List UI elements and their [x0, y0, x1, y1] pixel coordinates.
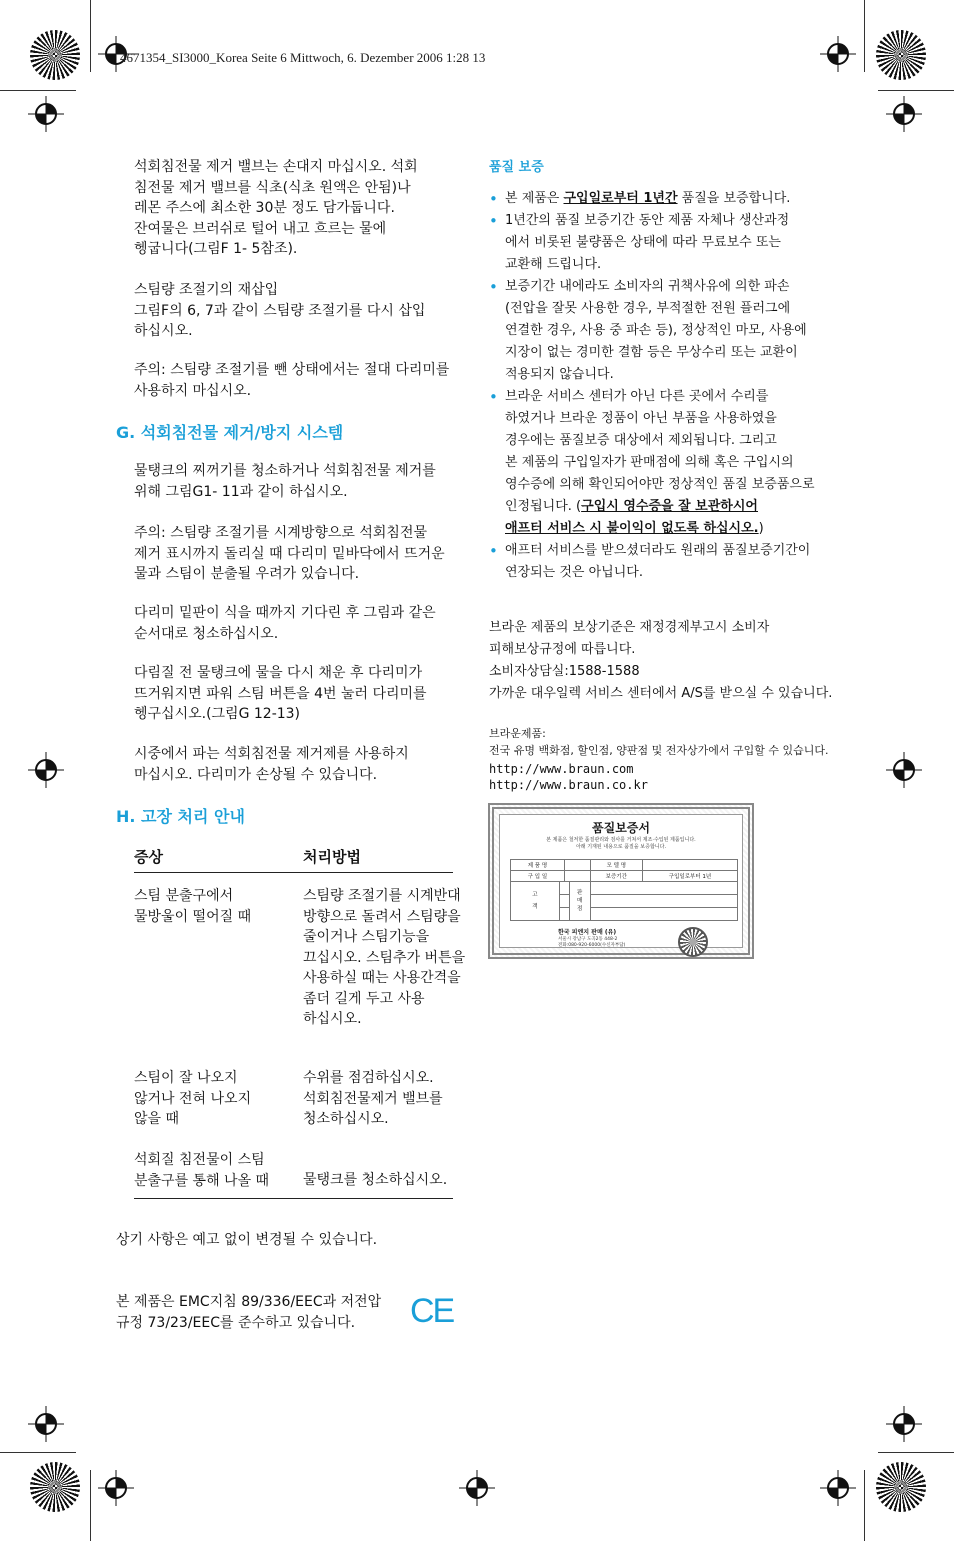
registration-mark-icon: [28, 96, 64, 132]
paragraph: 다리미 밑판이 식을 때까지 기다린 후 그림과 같은 순서대로 청소하십시오.: [134, 605, 436, 642]
crop-line: [0, 1452, 76, 1453]
crop-line: [864, 0, 865, 72]
certificate-subtitle: 본 제품은 철저한 품질관리와 검사를 거쳐서 제조·수입된 제품입니다. 아래 기재된 내용으로 품질을 보증합니다.: [546, 837, 696, 850]
paragraph: 주의: 스팀량 조절기를 뺀 상태에서는 절대 다리미를 사용하지 마십시오.: [134, 362, 450, 399]
crop-line: [90, 0, 91, 72]
table-rule: [134, 872, 453, 873]
paragraph: 시중에서 파는 석회침전물 제거제를 사용하지 마십시오. 다리미가 손상될 수 있습니다.: [134, 746, 409, 783]
compensation-text: 브라운 제품의 보상기준은 재정경제부고시 소비자 피해보상규정에 따릅니다. 소비자상담실:1588-1588 가까운 대우일렉 서비스 센터에서 A/S를 받으실 수 있습니다.: [489, 620, 833, 701]
list-item: • 1년간의 품질 보증기간 동안 제품 자체나 생산과정 에서 비롯된 불량품은 상태에 따라 무료보수 또는 교환해 드립니다.: [489, 210, 859, 276]
column-header-remedy: 처리방법: [303, 848, 361, 866]
braun-url-link[interactable]: http://www.braun.com: [489, 762, 634, 776]
company-seal-icon: [678, 927, 708, 957]
crop-line: [90, 1470, 91, 1541]
certificate-company: 한국 피엔지 판매 (유): [558, 929, 617, 936]
crop-line: [864, 1470, 865, 1541]
registration-mark-icon: [886, 752, 922, 788]
paragraph: 스팀량 조절기의 재삽입 그림F의 6, 7과 같이 스팀량 조절기를 다시 삽입 하십시오.: [134, 282, 426, 339]
list-item: • 애프터 서비스를 받으셨더라도 원래의 품질보증기간이 연장되는 것은 아닙니다.: [489, 540, 859, 584]
warranty-title: 품질 보증: [489, 160, 544, 175]
left-intro: [134, 280, 479, 342]
starburst-target-icon: [876, 30, 926, 80]
left-intro: [134, 157, 479, 260]
table-cell-remedy: 스팀량 조절기를 시계반대 방향으로 돌려서 스팀량을 줄이거나 스팀기능을 끄십시오. 스팀추가 버튼을 사용하실 때는 사용간격을 좀더 길게 두고 사용 하십시오.: [303, 888, 466, 1027]
registration-mark-icon: [886, 1406, 922, 1442]
table-rule: [134, 1198, 453, 1199]
crop-line: [0, 90, 76, 91]
certificate-address: 서울시 강남구 도곡2동 448-2 전화:080-920-6000(수신자부담): [558, 937, 626, 948]
list-item: • 브라운 서비스 센터가 아닌 다른 곳에서 수리를 하였거나 브라운 정품이 아닌 부품을 사용하였을 경우에는 품질보증 대상에서 제외됩니다. 그리고 본 제품의 구입일자가 판매점에 의해 혹은 구입시의 영수증에 의해 확인되어야만 정상적인 품질 보증품으로 인정됩니다. (구입시 영수증을 잘 보관하시어 애프터 서비스 시 불이익이 없도록 하십시오.): [489, 386, 859, 540]
paragraph: 주의: 스팀량 조절기를 시계방향으로 석회침전물 제거 표시까지 돌리실 때 다리미 밑바닥에서 뜨거운 물과 스팀이 분출될 우려가 있습니다.: [134, 525, 445, 582]
list-item: • 보증기간 내에라도 소비자의 귀책사유에 의한 파손 (전압을 잘못 사용한 경우, 부적절한 전원 플러그에 연결한 경우, 사용 중 파손 등), 정상적인 마모, 사용에 지장이 없는 경미한 결함 등은 무상수리 또는 교환이 적용되지 않습니다.: [489, 276, 859, 386]
products-label: 브라운제품:: [489, 727, 546, 740]
table-cell-remedy: 물탱크를 청소하십시오.: [303, 1172, 448, 1188]
registration-mark-icon: [459, 1470, 495, 1506]
table-cell-symptom: 스팀이 잘 나오지 않거나 전혀 나오지 않을 때: [134, 1070, 252, 1127]
registration-mark-icon: [28, 1406, 64, 1442]
registration-mark-icon: [820, 36, 856, 72]
emc-compliance-text: 본 제품은 EMC지침 89/336/EEC과 저전압 규정 73/23/EEC를 준수하고 있습니다.: [116, 1294, 382, 1331]
ce-mark-icon: CE: [410, 1292, 454, 1330]
paragraph: 물탱크의 찌꺼기를 청소하거나 석회침전물 제거를 위해 그림G1- 11과 같이 하십시오.: [134, 463, 436, 500]
braun-korea-url-link[interactable]: http://www.braun.co.kr: [489, 778, 648, 792]
table-cell-remedy: 수위를 점검하십시오. 석회침전물제거 밸브를 청소하십시오.: [303, 1070, 443, 1127]
warranty-certificate: [488, 803, 754, 959]
starburst-target-icon: [30, 1462, 80, 1512]
table-cell-symptom: 스팀 분출구에서 물방울이 떨어질 때: [134, 888, 252, 925]
section-h-title: H. 고장 처리 안내: [116, 807, 245, 826]
paragraph: 다림질 전 물탱크에 물을 다시 채운 후 다리미가 뜨거워지면 파워 스팀 버튼을 4번 눌러 다리미를 헹구십시오.(그림G 12-13): [134, 665, 427, 722]
crop-line: [878, 1452, 954, 1453]
crop-line: [878, 90, 954, 91]
products-text: 전국 유명 백화점, 할인점, 양판점 및 전자상가에서 구입할 수 있습니다.: [489, 744, 829, 757]
left-intro: [134, 360, 479, 401]
print-header: 4671354_SI3000_Korea Seite 6 Mittwoch, 6. Dezember 2006 1:28 13: [120, 50, 486, 65]
registration-mark-icon: [820, 1470, 856, 1506]
starburst-target-icon: [876, 1462, 926, 1512]
paragraph: 석회침전물 제거 밸브는 손대지 마십시오. 석회 침전물 제거 밸브를 식초(식초 원액은 안됨)나 레몬 주스에 최소한 30분 정도 담가둡니다. 잔여물은 브러쉬로 털어 내고 흐르는 물에 헹굽니다(그림F 1- 5참조).: [134, 159, 418, 257]
registration-mark-icon: [28, 752, 64, 788]
certificate-table: 제 품 명 모 델 명 구 입 일 보증기간 구입일로부터 1년 고 객 판 매 점: [510, 859, 738, 921]
change-notice: 상기 사항은 예고 없이 변경될 수 있습니다.: [116, 1232, 378, 1248]
certificate-title: 품질보증서: [592, 821, 650, 835]
table-cell-symptom: 석회질 침전물이 스팀 분출구를 통해 나올 때: [134, 1152, 270, 1189]
starburst-target-icon: [30, 30, 80, 80]
registration-mark-icon: [98, 1470, 134, 1506]
section-g-title: G. 석회침전물 제거/방지 시스템: [116, 423, 344, 442]
registration-mark-icon: [886, 96, 922, 132]
column-header-symptom: 증상: [134, 848, 163, 866]
list-item: • 본 제품은 구입일로부터 1년간 품질을 보증합니다.: [489, 188, 859, 210]
warranty-list: [489, 188, 859, 584]
